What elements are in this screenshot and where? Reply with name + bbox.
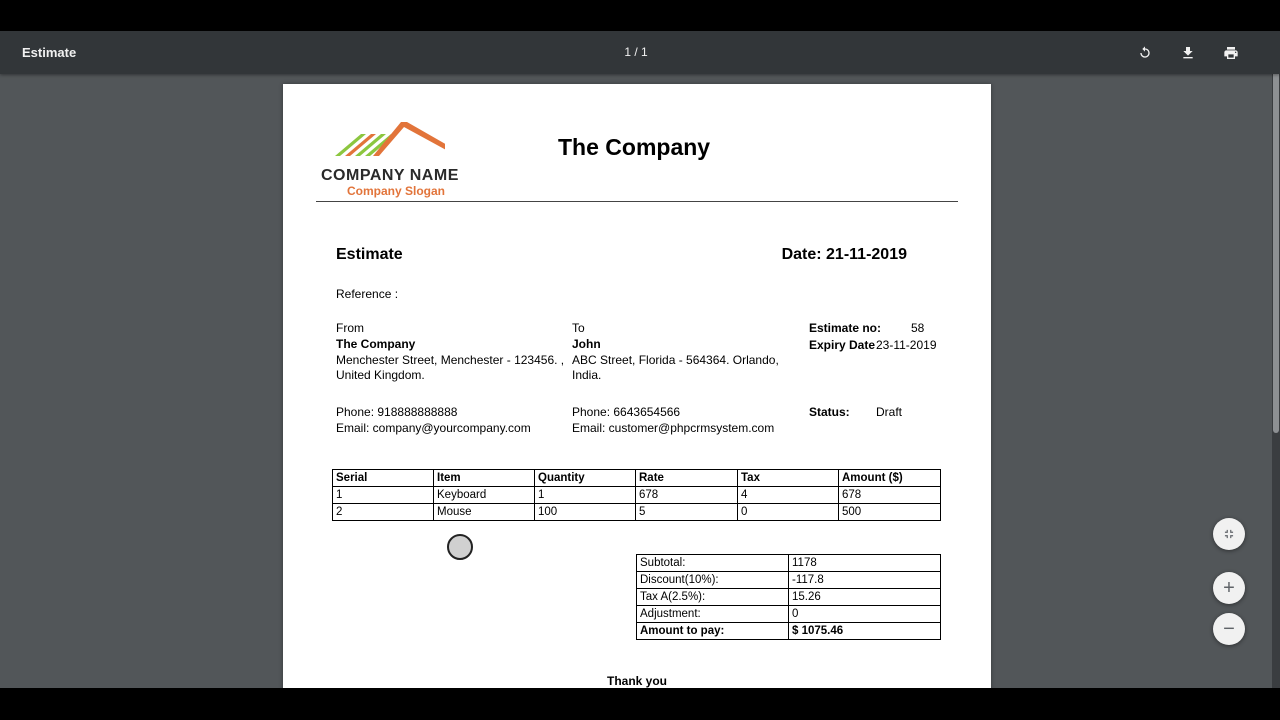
items-table-header-row	[333, 470, 941, 487]
to-address-line-1: ABC Street, Florida - 564364. Orlando,	[572, 353, 779, 367]
table-cell: 678	[636, 487, 738, 504]
expiry-date-label: Expiry Date	[809, 338, 876, 352]
totals-value: 15.26	[789, 589, 941, 606]
totals-label: Discount(10%):	[637, 572, 789, 589]
document-title: Estimate	[22, 45, 77, 60]
table-cell: Mouse	[434, 504, 535, 521]
totals-label: Amount to pay:	[637, 623, 789, 640]
estimate-no-label: Estimate no:	[809, 321, 882, 335]
to-phone: Phone: 6643654566	[572, 405, 681, 419]
table-cell: 2	[333, 504, 434, 521]
table-cell: 5	[636, 504, 738, 521]
from-email: Email: company@yourcompany.com	[336, 421, 531, 435]
totals-row	[637, 572, 941, 589]
table-cell: 0	[738, 504, 839, 521]
totals-table	[636, 554, 941, 640]
status-label: Status:	[809, 405, 850, 419]
totals-label: Adjustment:	[637, 606, 789, 623]
to-name: John	[572, 337, 601, 351]
pdf-page	[283, 84, 991, 688]
totals-row	[637, 555, 941, 572]
thank-you-note: Thank you	[606, 674, 667, 688]
mouse-cursor-highlight	[447, 534, 473, 560]
totals-value: $ 1075.46	[789, 623, 941, 640]
totals-value: 0	[789, 606, 941, 623]
column-header: Rate	[636, 470, 738, 487]
rotate-button[interactable]	[1134, 42, 1156, 64]
column-header: Tax	[738, 470, 839, 487]
totals-label: Tax A(2.5%):	[637, 589, 789, 606]
table-row	[333, 487, 941, 504]
from-phone: Phone: 918888888888	[336, 405, 458, 419]
rotate-icon	[1137, 45, 1153, 61]
zoom-out-button[interactable]: −	[1213, 613, 1245, 645]
table-cell: 4	[738, 487, 839, 504]
logo-company-name: COMPANY NAME	[321, 167, 459, 184]
company-logo	[335, 122, 445, 164]
from-name: The Company	[336, 337, 416, 351]
totals-value: 1178	[789, 555, 941, 572]
estimate-no-value: 58	[911, 321, 925, 335]
page-indicator: 1 / 1	[624, 45, 648, 59]
company-title: The Company	[558, 134, 711, 160]
zoom-in-button[interactable]: +	[1213, 572, 1245, 604]
header-divider	[316, 201, 958, 202]
column-header: Quantity	[535, 470, 636, 487]
column-header: Serial	[333, 470, 434, 487]
totals-label: Subtotal:	[637, 555, 789, 572]
download-icon	[1180, 45, 1196, 61]
to-address-line-2: India.	[572, 368, 602, 382]
column-header: Amount ($)	[839, 470, 941, 487]
totals-row-amount-to-pay	[637, 623, 941, 640]
table-row	[333, 504, 941, 521]
totals-row	[637, 606, 941, 623]
expiry-date-value: 23-11-2019	[876, 338, 937, 352]
pdf-viewer	[0, 31, 1280, 688]
to-email: Email: customer@phpcrmsystem.com	[572, 421, 775, 435]
from-address-line-1: Menchester Street, Menchester - 123456. ,	[336, 353, 565, 367]
table-cell: 100	[535, 504, 636, 521]
from-label: From	[336, 321, 364, 335]
to-label: To	[572, 321, 585, 335]
totals-row	[637, 589, 941, 606]
status-value: Draft	[876, 405, 903, 419]
download-button[interactable]	[1177, 42, 1199, 64]
fit-to-page-button[interactable]	[1213, 518, 1245, 550]
print-icon	[1223, 45, 1239, 61]
vertical-scrollbar[interactable]	[1272, 31, 1280, 688]
items-table	[332, 469, 941, 521]
scrollbar-thumb[interactable]	[1273, 33, 1279, 433]
table-cell: 678	[839, 487, 941, 504]
table-cell: Keyboard	[434, 487, 535, 504]
logo-slogan: Company Slogan	[347, 184, 446, 198]
document-heading: Estimate	[336, 246, 403, 263]
document-date: Date: 21-11-2019	[781, 246, 907, 263]
reference-label: Reference :	[336, 287, 399, 301]
print-button[interactable]	[1220, 42, 1242, 64]
viewer-toolbar	[0, 31, 1280, 74]
table-cell: 500	[839, 504, 941, 521]
table-cell: 1	[535, 487, 636, 504]
table-cell: 1	[333, 487, 434, 504]
from-address-line-2: United Kingdom.	[336, 368, 425, 382]
totals-value: -117.8	[789, 572, 941, 589]
fit-to-page-icon	[1222, 527, 1236, 541]
column-header: Item	[434, 470, 535, 487]
